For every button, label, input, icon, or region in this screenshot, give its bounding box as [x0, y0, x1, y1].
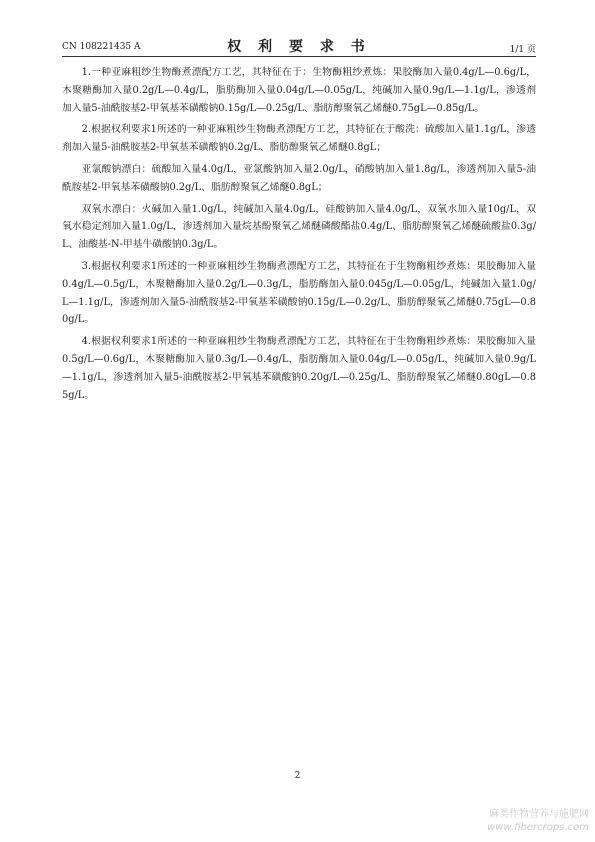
claim-1: 1.一种亚麻粗纱生物酶煮漂配方工艺，其特征在于：生物酶粗纱煮炼：果胶酶加入量0.4g/L—0.6g/L，木聚糖酶加入量0.2g/L—0.4g/L，脂肪酶加入量0.04g/L—0.05g/L，纯碱加入量0.9g/L—1.1g/L，渗透剂加入量5-油酰胺基2-甲氧基苯磺酸钠0.15g/L—0.25g/L、脂肪醇聚氧乙烯醚0.75gL—0.85g/L。	[62, 67, 536, 114]
page-number: 2	[294, 771, 301, 781]
claim-3: 3.根据权利要求1所述的一种亚麻粗纱生物酶煮漂配方工艺，其特征在于生物酶粗纱煮炼：果胶酶加入量0.4g/L—0.5g/L，木聚糖酶加入量0.2g/L—0.3g/L，脂肪酶加入量0.045g/L—0.05g/L，纯碱加入量1.0g/L—1.1g/L，渗透剂加入量5-油酰胺基2-甲氧基苯磺酸钠0.15g/L—0.2g/L、脂肪醇聚氧乙烯醚0.75gL—0.80g/L。	[62, 260, 536, 326]
header-divider	[62, 56, 536, 57]
patent-number: CN 108221435 A	[62, 42, 141, 52]
document-header	[62, 34, 536, 56]
claim-2-bleaching-sodium-chlorite: 亚氯酸钠漂白：硫酸加入量4.0g/L，亚氯酸钠加入量2.0g/L，硝酸钠加入量1.8g/L，渗透剂加入量5-油酰胺基2-甲氧基苯磺酸钠0.2g/L、脂肪醇聚氧乙烯醚0.8gL；	[62, 163, 536, 193]
watermark-url: www.fibercrops.com	[487, 822, 589, 833]
claim-2-bleaching-hydrogen-peroxide: 双氧水漂白：火碱加入量1.0g/L，纯碱加入量4.0g/L，硅酸钠加入量4.0g/L，双氧水加入量10g/L，双氧水稳定剂加入量1.0g/L，渗透剂加入量烷基酚聚氧乙烯醚磷酸酯盐0.4g/L、脂肪醇聚氧乙烯醚硫酸盐0.3g/L、油酸基-N-甲基牛磺酸钠0.3g/L。	[62, 203, 536, 251]
page-info: 1/1 页	[509, 45, 536, 55]
watermark	[487, 808, 589, 834]
watermark-site-name: 麻类作物营养与施肥网	[489, 809, 589, 820]
claim-2: 2.根据权利要求1所述的一种亚麻粗纱生物酶煮漂配方工艺，其特征在于酸洗：硫酸加入量1.1g/L，渗透剂加入量5-油酰胺基2-甲氧基苯磺酸钠0.2g/L、脂肪醇聚氧乙烯醚0.8gL；	[62, 124, 536, 154]
page-title: 权 利 要 求 书	[227, 39, 371, 55]
claim-4: 4.根据权利要求1所述的一种亚麻粗纱生物酶煮漂配方工艺，其特征在于生物酶粗纱煮炼：果胶酶加入量0.5g/L—0.6g/L，木聚糖酶加入量0.3g/L—0.4g/L，脂肪酶加入量0.04g/L—0.05g/L，纯碱加入量0.9g/L—1.1g/L，渗透剂加入量5-油酰胺基2-甲氧基苯磺酸钠0.20g/L—0.25g/L、脂肪醇聚氧乙烯醚0.80gL—0.85g/L。	[62, 336, 536, 401]
claims-body	[62, 64, 536, 408]
